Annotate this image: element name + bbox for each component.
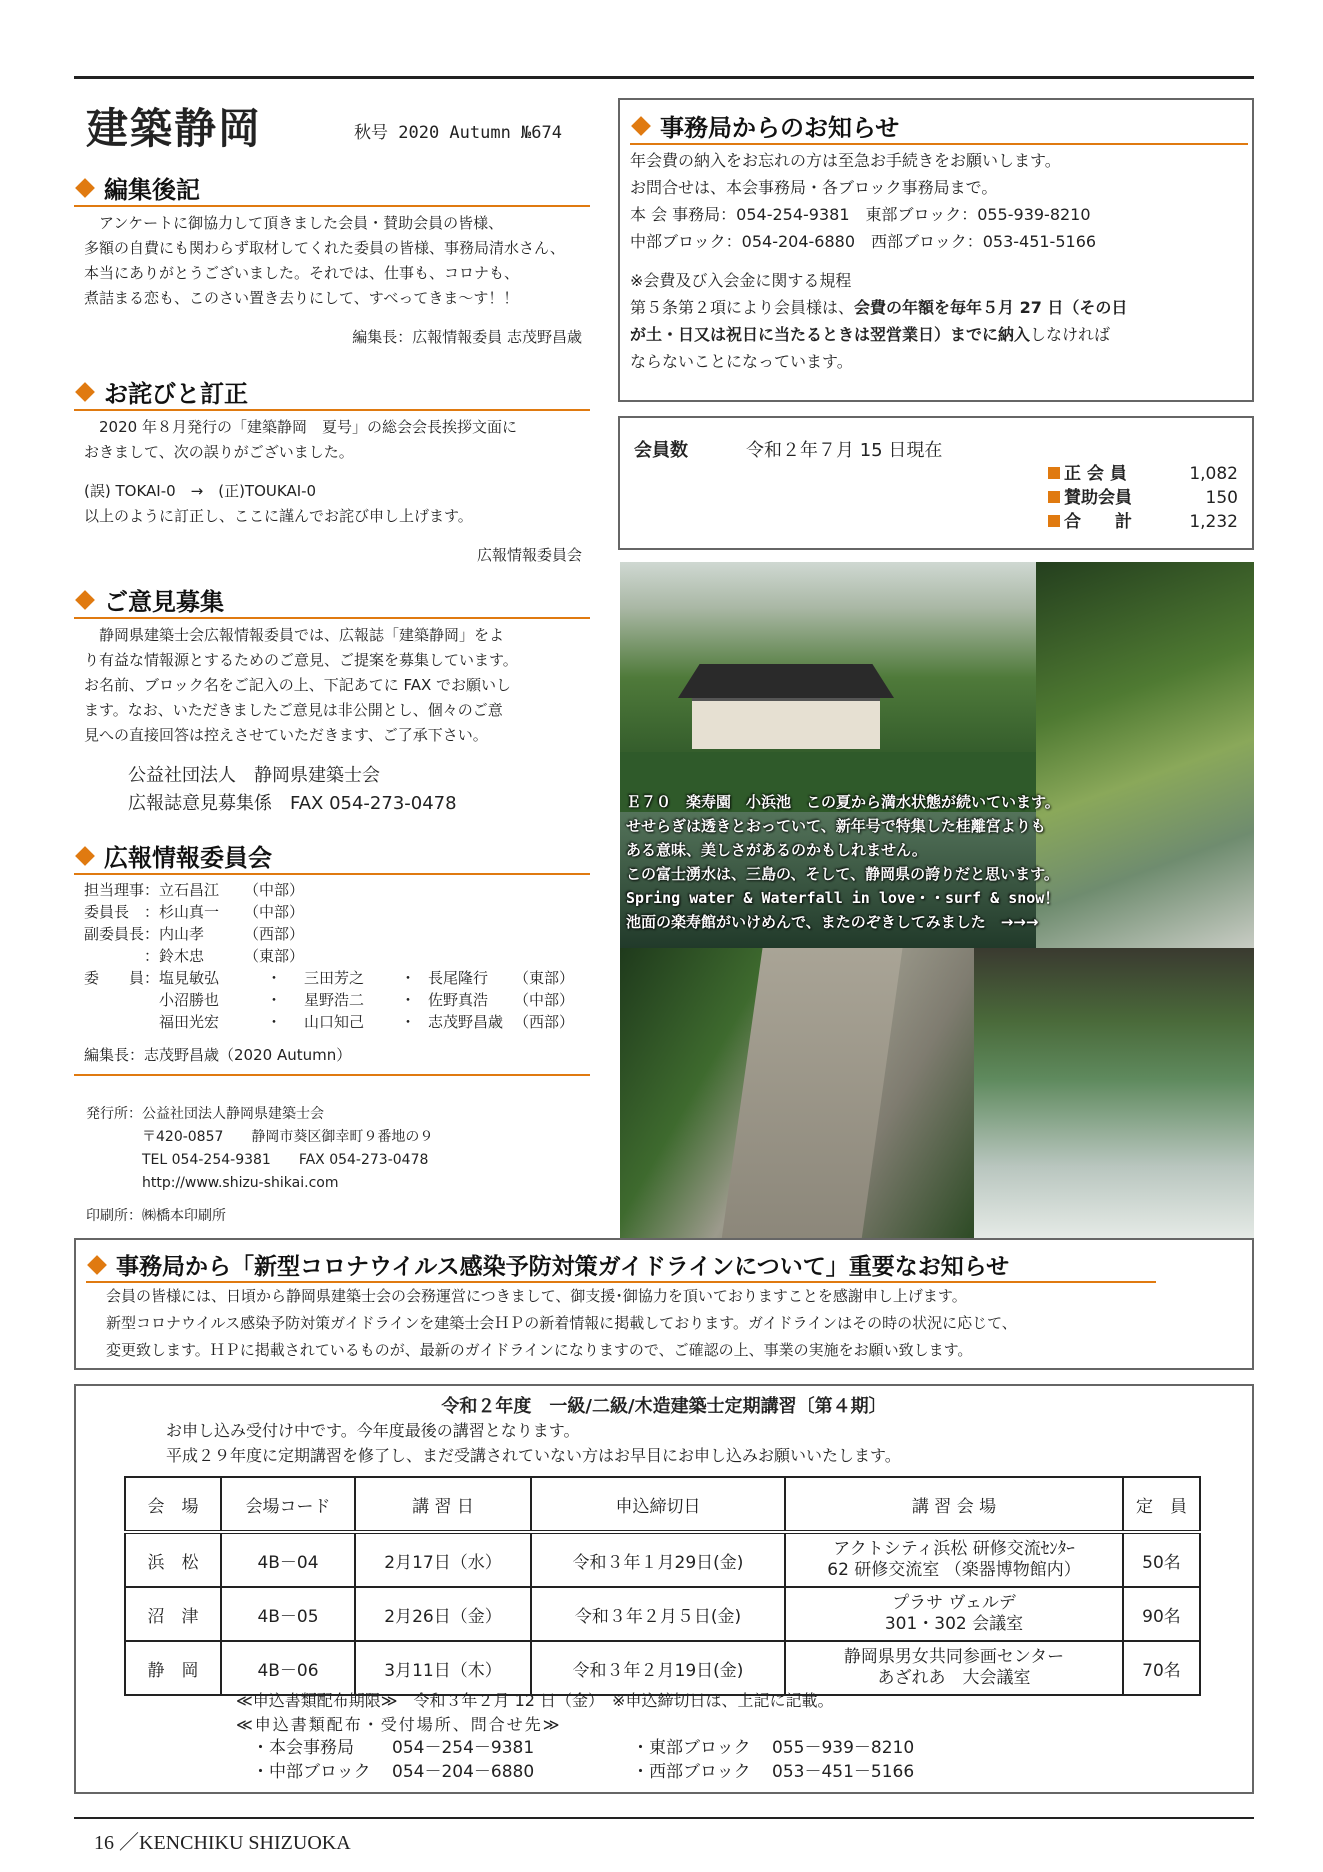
correction-signature: 広報情報委員会 bbox=[476, 546, 582, 564]
diamond-bullet-icon bbox=[75, 178, 95, 198]
covid-notice-box bbox=[74, 1238, 1254, 1370]
cell-deadline: 令和３年１月29日(金) bbox=[531, 1532, 785, 1587]
course-table bbox=[124, 1476, 1201, 1696]
photo-stone-bridge bbox=[620, 948, 974, 1240]
correction-apology: 以上のように訂正し、ここに謹んでお詫び申し上げます。 bbox=[84, 507, 473, 525]
opinions-heading: ご意見募集 bbox=[74, 582, 590, 617]
editorial-line: 多額の自費にも関わらず取材してくれた委員の皆様、事務局清水さん、 bbox=[84, 239, 565, 257]
page-footer: 16 ／KENCHIKU SHIZUOKA bbox=[94, 1832, 351, 1854]
opinions-line: お名前、ブロック名をご記入の上、下記あてに FAX でお願いし bbox=[84, 676, 512, 694]
committee-row: 小沼勝也 ・ 星野浩二 ・ 佐野真浩 （中部） bbox=[84, 991, 575, 1009]
course-deadline-note: ≪申込書類配布期限≫ 令和３年２月 12 日（金） ※申込締切日は、上記に記載。 bbox=[236, 1691, 834, 1710]
committee-row: 福田光宏 ・ 山口知己 ・ 志茂野昌歳 （西部） bbox=[84, 1013, 575, 1031]
photo-caption bbox=[626, 790, 1146, 934]
col-header: 申込締切日 bbox=[531, 1477, 785, 1532]
editorial-section bbox=[74, 170, 590, 350]
cell-venue: 浜 松 bbox=[125, 1532, 221, 1587]
col-header: 定 員 bbox=[1123, 1477, 1200, 1532]
contact-tel: 053－451－5166 bbox=[772, 1762, 915, 1782]
office-notice-line: お問合せは、本会事務局・各ブロック事務局まで。 bbox=[630, 178, 998, 197]
caption-line: Ｅ７０ 楽寿園 小浜池 この夏から満水状態が続いています。 bbox=[626, 793, 1060, 811]
correction-line: 2020 年８月発行の「建築静岡 夏号」の総会会長挨拶文面に bbox=[99, 418, 517, 436]
course-intro-line: 平成２９年度に定期講習を修了し、まだ受講されていない方はお早目にお申し込みお願いいたします。 bbox=[166, 1446, 901, 1465]
course-contacts bbox=[252, 1736, 972, 1784]
cell-code: 4B－04 bbox=[221, 1532, 355, 1587]
col-header: 会 場 bbox=[125, 1477, 221, 1532]
covid-line: 新型コロナウイルス感染予防対策ガイドラインを建築士会ＨＰの新着情報に掲載しております。ガイドラインはその時の状況に応じて、 bbox=[106, 1314, 1017, 1332]
cell-capacity: 50名 bbox=[1123, 1532, 1200, 1587]
cell-venue: 沼 津 bbox=[125, 1587, 221, 1641]
office-rule-title: ※会費及び入会金に関する規程 bbox=[630, 271, 852, 290]
square-bullet-icon bbox=[1048, 491, 1060, 503]
opinions-line: 静岡県建築士会広報情報委員では、広報誌「建築静岡」をよ bbox=[99, 626, 505, 644]
contact-tel: 055－939－8210 bbox=[772, 1738, 915, 1758]
cell-capacity: 90名 bbox=[1123, 1587, 1200, 1641]
publisher-line: 発行所：公益社団法人静岡県建築士会 bbox=[86, 1106, 324, 1122]
opinions-line: 見への直接回答は控えさせていただきます、ご了承下さい。 bbox=[84, 726, 488, 744]
publisher-line: http://www.shizu-shikai.com bbox=[86, 1175, 339, 1191]
publisher-line: 〒420-0857 静岡市葵区御幸町９番地の９ bbox=[86, 1129, 434, 1145]
publisher-line: TEL 054-254-9381 FAX 054-273-0478 bbox=[86, 1152, 429, 1168]
members-row: 正 会 員 1,082 bbox=[1048, 462, 1238, 486]
correction-section bbox=[74, 374, 590, 568]
cell-date: 3月11日（木） bbox=[355, 1641, 531, 1695]
opinions-fax: 広報誌意見募集係 FAX 054-273-0478 bbox=[128, 793, 457, 814]
printer-info: 印刷所：㈱橋本印刷所 bbox=[86, 1208, 226, 1224]
contact-tel: 054－254－9381 bbox=[392, 1738, 535, 1758]
diamond-bullet-icon bbox=[75, 590, 95, 610]
heading-underline bbox=[74, 873, 590, 875]
section-underline bbox=[74, 1074, 590, 1076]
cell-place: 静岡県男女共同参画センター あざれあ 大会議室 bbox=[785, 1641, 1123, 1695]
col-header: 講 習 日 bbox=[355, 1477, 531, 1532]
cell-deadline: 令和３年２月19日(金) bbox=[531, 1641, 785, 1695]
caption-line: ある意味、美しさがあるのかもしれません。 bbox=[626, 841, 927, 859]
col-header: 講 習 会 場 bbox=[785, 1477, 1123, 1532]
stone-slab-shape bbox=[721, 948, 902, 1240]
contact-name: ・中部ブロック bbox=[252, 1762, 371, 1782]
editorial-line: アンケートに御協力して頂きました会員・賛助会員の皆様、 bbox=[99, 214, 504, 232]
course-title: 令和２年度 一級/二級/木造建築士定期講習〔第４期〕 bbox=[441, 1396, 887, 1417]
col-header: 会場コード bbox=[221, 1477, 355, 1532]
caption-line: Spring water & Waterfall in love・・surf & snow！ bbox=[626, 889, 1060, 907]
cell-capacity: 70名 bbox=[1123, 1641, 1200, 1695]
course-intro-line: お申し込み受付け中です。今年度最後の講習となります。 bbox=[166, 1421, 580, 1440]
contact-tel: 054－204－6880 bbox=[392, 1762, 535, 1782]
square-bullet-icon bbox=[1048, 467, 1060, 479]
cell-deadline: 令和３年２月５日(金) bbox=[531, 1587, 785, 1641]
members-list bbox=[1048, 462, 1238, 534]
cell-code: 4B－06 bbox=[221, 1641, 355, 1695]
cell-place: プラサ ヴェルデ 301・302 会議室 bbox=[785, 1587, 1123, 1641]
committee-section bbox=[74, 838, 590, 1076]
course-contact-title: ≪申込書類配布・受付場所、問合せ先≫ bbox=[236, 1715, 562, 1734]
covid-line: 会員の皆様には、日頃から静岡県建築士会の会務運営につきまして、御支援･御協力を頂いておりますことを感謝申し上げます。 bbox=[106, 1287, 967, 1305]
cell-place: アクトシティ浜松 研修交流ｾﾝﾀｰ 62 研修交流室 （楽器博物館内） bbox=[785, 1532, 1123, 1587]
committee-heading: 広報情報委員会 bbox=[74, 838, 590, 873]
square-bullet-icon bbox=[1048, 515, 1060, 527]
correction-line: おきまして、次の誤りがございました。 bbox=[84, 443, 354, 461]
diamond-bullet-icon bbox=[87, 1255, 107, 1275]
editorial-signature: 編集長：広報情報委員 志茂野昌歳 bbox=[352, 328, 582, 346]
course-header-row bbox=[125, 1477, 1200, 1532]
office-notice-line: 中部ブロック：054-204-6880 西部ブロック：053-451-5166 bbox=[630, 232, 1097, 251]
photo-stream-under-bridge bbox=[974, 948, 1254, 1240]
course-intro bbox=[166, 1418, 901, 1468]
opinions-line: ます。なお、いただきましたご意見は非公開とし、個々のご意 bbox=[84, 701, 503, 719]
diamond-bullet-icon bbox=[631, 116, 651, 136]
contact-name: ・西部ブロック bbox=[632, 1762, 751, 1782]
correction-heading: お詫びと訂正 bbox=[74, 374, 590, 409]
committee-row: 委 員：塩見敏弘 ・ 三田芳之 ・ 長尾隆行 （東部） bbox=[84, 969, 575, 987]
caption-line: せせらぎは透きとおっていて、新年号で特集した桂離宮よりも bbox=[626, 817, 1046, 835]
publisher-info bbox=[86, 1103, 586, 1228]
house-roof-shape bbox=[678, 664, 894, 698]
cell-code: 4B－05 bbox=[221, 1587, 355, 1641]
office-notice-heading: 事務局からのお知らせ bbox=[630, 108, 1242, 143]
covid-line: 変更致します。ＨＰに掲載されているものが、最新のガイドラインになりますので、ご確認の上、事業の実施をお願い致します。 bbox=[106, 1341, 973, 1359]
caption-line: この富士湧水は、三島の、そして、静岡県の誇りだと思います。 bbox=[626, 865, 1059, 883]
members-date: 令和２年７月 15 日現在 bbox=[746, 440, 943, 461]
office-rule-line: 第５条第２項により会員様は、会費の年額を毎年５月 27 日（その日 bbox=[630, 298, 1128, 317]
committee-row: 副委員長：内山孝 （西部） bbox=[84, 925, 305, 943]
top-rule bbox=[74, 76, 1254, 79]
caption-line: 池面の楽寿館がいけめんで、またのぞきしてみました →→→ bbox=[626, 913, 1039, 931]
opinions-line: り有益な情報源とするためのご意見、ご提案を募集しています。 bbox=[84, 651, 518, 669]
table-row bbox=[125, 1587, 1200, 1641]
editorial-heading: 編集後記 bbox=[74, 170, 590, 205]
office-rule-line: ならないことになっています。 bbox=[630, 352, 853, 371]
issue-number: 秋号 2020 Autumn №674 bbox=[354, 123, 562, 143]
table-row bbox=[125, 1532, 1200, 1587]
covid-heading: 事務局から「新型コロナウイルス感染予防対策ガイドラインについて」重要なお知らせ bbox=[86, 1248, 1242, 1281]
committee-row: 担当理事：立石昌江 （中部） bbox=[84, 881, 305, 899]
cell-date: 2月26日（金） bbox=[355, 1587, 531, 1641]
cell-date: 2月17日（水） bbox=[355, 1532, 531, 1587]
diamond-bullet-icon bbox=[75, 382, 95, 402]
office-notice-line: 年会費の納入をお忘れの方は至急お手続きをお願いします。 bbox=[630, 151, 1061, 170]
editorial-line: 本当にありがとうございました。それでは、仕事も、コロナも、 bbox=[84, 264, 520, 282]
committee-table bbox=[84, 879, 574, 1033]
contact-name: ・東部ブロック bbox=[632, 1738, 751, 1758]
opinions-section bbox=[74, 582, 590, 818]
committee-row: 委員長 ：杉山真一 （中部） bbox=[84, 903, 305, 921]
diamond-bullet-icon bbox=[75, 846, 95, 866]
office-rule-line: が土・日又は祝日に当たるときは翌営業日）までに納入しなければ bbox=[630, 325, 1111, 344]
correction-fix: (誤) TOKAI-0 → (正)TOUKAI-0 bbox=[84, 482, 317, 500]
house-wall-shape bbox=[692, 698, 880, 749]
bottom-rule bbox=[74, 1817, 1254, 1819]
members-row: 賛助会員 150 bbox=[1048, 486, 1238, 510]
contact-name: ・本会事務局 bbox=[252, 1738, 354, 1758]
committee-row: ：鈴木忠 （東部） bbox=[84, 947, 305, 965]
table-row bbox=[125, 1641, 1200, 1695]
opinions-org: 公益社団法人 静岡県建築士会 bbox=[128, 765, 380, 786]
editorial-line: 煮詰まる恋も、このさい置き去りにして、すべってきま～す！！ bbox=[84, 289, 519, 307]
members-box bbox=[618, 416, 1254, 550]
members-row: 合 計 1,232 bbox=[1048, 510, 1238, 534]
members-label: 会員数 bbox=[634, 440, 688, 461]
committee-editor: 編集長：志茂野昌歳（2020 Autumn） bbox=[84, 1046, 352, 1064]
cell-venue: 静 岡 bbox=[125, 1641, 221, 1695]
office-notice-line: 本 会 事務局：054-254-9381 東部ブロック：055-939-8210 bbox=[630, 205, 1091, 224]
masthead-title: 建築静岡 bbox=[86, 104, 263, 153]
office-notice-box bbox=[618, 98, 1254, 402]
